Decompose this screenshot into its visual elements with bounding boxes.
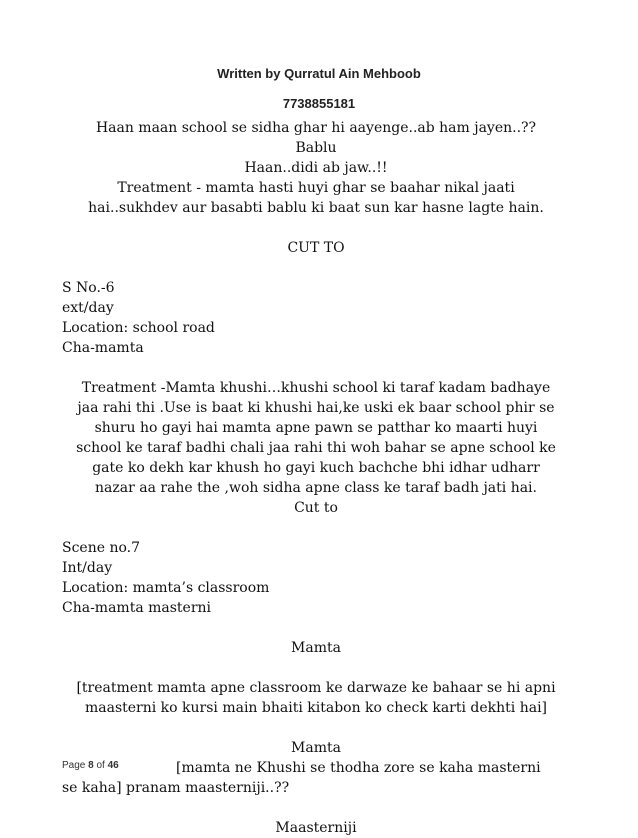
dialogue-line: se kaha] pranam maasterniji..?? xyxy=(62,780,290,796)
dialogue-line: Haan..didi ab jaw..!! xyxy=(244,160,388,176)
scene-location: Location: mamta’s classroom xyxy=(62,580,270,596)
character-name: Mamta xyxy=(291,640,341,656)
character-name: Mamta xyxy=(291,740,341,756)
treatment-line: [treatment mamta apne classroom ke darwaze ke bahaar se hi apni xyxy=(76,680,556,696)
scene-type: Int/day xyxy=(62,560,113,576)
script-body xyxy=(62,118,570,838)
treatment-line: gate ko dekh kar khush ho gayi kuch bachche bhi idhar udharr xyxy=(92,460,540,476)
treatment-line: shuru ho gayi hai mamta apne pawn se patthar ko maarti huyi xyxy=(94,420,538,436)
page-footer xyxy=(62,760,119,771)
character-name: Maasterniji xyxy=(275,820,357,836)
scene-type: ext/day xyxy=(62,300,114,316)
treatment-line: maasterni ko kursi main bhaiti kitabon ko check karti dekhti hai] xyxy=(84,700,548,716)
dialogue-line: Haan maan school se sidha ghar hi aayenge..ab ham jayen..?? xyxy=(95,120,537,136)
page-label: Page xyxy=(62,760,86,771)
character-name: Bablu xyxy=(295,140,337,156)
scene-characters: Cha-mamta masterni xyxy=(62,600,212,616)
total-pages: 46 xyxy=(107,760,119,771)
scene-number: S No.-6 xyxy=(62,280,115,296)
author-line: Written by Qurratul Ain Mehboob xyxy=(217,66,421,81)
scene-characters: Cha-mamta xyxy=(62,340,144,356)
treatment-line: school ke taraf badhi chali jaa rahi thi woh bahar se apne school ke xyxy=(76,440,556,456)
page-number: 8 xyxy=(88,760,94,771)
treatment-line: Treatment -Mamta khushi…khushi school ki taraf kadam badhaye xyxy=(81,380,551,396)
treatment-line: Treatment - mamta hasti huyi ghar se baahar nikal jaati xyxy=(117,180,515,196)
transition-cut: CUT TO xyxy=(287,240,345,256)
treatment-line: hai..sukhdev aur basabti bablu ki baat sun kar hasne lagte hain. xyxy=(88,200,544,216)
treatment-line: jaa rahi thi .Use is baat ki khushi hai,ke uski ek baar school phir se xyxy=(77,400,555,416)
phone-number: 7738855181 xyxy=(282,96,356,111)
of-label: of xyxy=(96,760,105,771)
treatment-line: nazar aa rahe the ,woh sidha apne class ke taraf badh jati hai. xyxy=(95,480,537,496)
transition-cut: Cut to xyxy=(294,500,338,516)
dialogue-line: [mamta ne Khushi se thodha zore se kaha masterni xyxy=(176,760,541,776)
scene-number: Scene no.7 xyxy=(62,540,141,556)
scene-location: Location: school road xyxy=(62,320,215,336)
